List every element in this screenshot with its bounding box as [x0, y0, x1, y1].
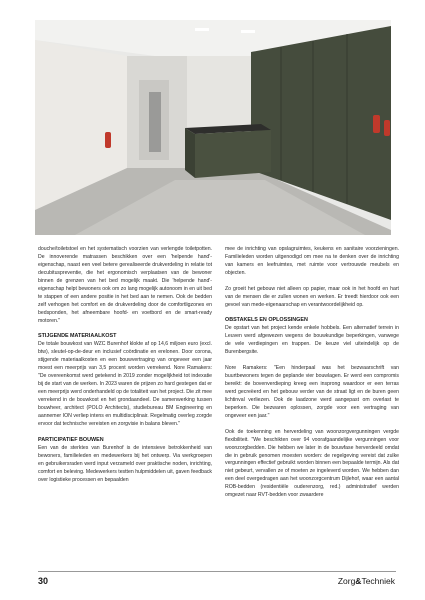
footer-divider — [38, 571, 396, 572]
section-heading: OBSTAKELS EN OPLOSSINGEN — [225, 317, 308, 324]
paragraph: De totale bouwkost van WZC Burenhof klokte af op 14,6 miljoen euro (excl. btw), sleutel-op-de-deur en inclusief coördinatie en erelonen. Door corona, stijgende materiaalkosten en een bouwvertraging van ongeveer een jaar moest een meerprijs van 3,5 procent worden verrekend. Nore Ramakers: "De overeenkomst werd getekend in 2019 zonder mogelijkheid tot indexatie bij de start van de werken. In 2023 waren de prijzen zo hard gestegen dat er een meerprijs werd onderhandeld op de totaliteit van het project. Die zit mee verrekend in de bouwkost en het grondaandeel. De samenwerking tussen bouwheer, architect (POLO Architects), studiebureau BM Engineering en aannemer ION verliep intens en multidisciplinair. Regelmatig overleg zorgde ervoor dat technische vereisten en zorgvisie in balans bleven." — [38, 341, 212, 427]
paragraph: Zo groeit het gebouw niet alleen op papier, maar ook in het hoofd en hart van de mensen die er zullen wonen en werken. Er treedt hierdoor ook een gevoel van mede-eigenaarschap en verantwoordelijkheid op. — [225, 285, 399, 308]
paragraph: Nore Ramakers: "Een hinderpaal was het bezwaarschrift van buurtbewoners tegen de geplande vier bouwlagen. Er werd een compromis bereikt: de bovenverdieping kreeg een insprong waardoor er een terras werd gecreëerd en het gebouw verder van de straat ligt en de buren geen lichtinval verliezen. Ook de laadzone werd aangepast om overlast te beperken. Die bezwaren oplossen, zorgde voor een vertraging van ongeveer een jaar." — [225, 365, 399, 419]
section-heading: PARTICIPATIEF BOUWEN — [38, 436, 104, 443]
brand-part: Zorg — [337, 576, 356, 586]
magazine-brand — [338, 576, 395, 586]
brand-ampersand: & — [355, 576, 362, 586]
brand-part: Techniek — [361, 576, 395, 586]
page-number: 30 — [38, 576, 49, 586]
kitchen-photo — [35, 20, 391, 235]
paragraph: De opstart van het project kende enkele hobbels. Een alternatief terrein in Leuven werd afgewezen wegens de bouwkundige beperkingen, vanwege de vele verdiepingen en trappen. De keuze viel uiteindelijk op de Burenbergsite. — [225, 325, 399, 356]
paragraph: Een van de sterktes van Burenhof is de intensieve betrokkenheid van bewoners, familieleden en medewerkers bij het ontwerp. Via werkgroepen en gebruikersraden werd input verzameld over praktische noden, inrichting, comfort en beleving. Medewerkers testten hulpmiddelen uit, gaven feedback over logistieke processen en bepaalden — [38, 444, 212, 483]
section-heading: STIJGENDE MATERIAALKOST — [38, 333, 117, 340]
right-column — [225, 246, 399, 500]
paragraph: mee de inrichting van opslagruimtes, keukens en sanitaire voorzieningen. Familieleden worden uitgenodigd om mee na te denken over de inrichting van kamers en leefruimtes, met ruimte voor vertrouwde meubels en objecten. — [225, 246, 399, 276]
paragraph: Ook de toekenning en herverdeling van woonzorgvergunningen vergde flexibiliteit. "We beschikten over 94 voorafgaandelijke vergunningen voor woonzorgbedden. Die hebben we later in de bouwfase herverdeeld omdat die in gebruik genomen moesten worden: de regelgeving vereist dat zulke vergunningen effectief gebruikt worden binnen een bepaalde termijn. Als dat niet gebeurt, vervallen ze of moeten ze ingeleverd worden. We hebben dan een deel overgedragen aan het woonzorgcentrum Dijlehof, waar een aantal ROB-bedden (residentiële ouderenzorg, red.) administratief werden omgezet naar RVT-bedden voor zwaardere — [225, 428, 399, 499]
paragraph: douche/toiletstoel en het systematisch voorzien van verlengde toiletpotten. De innoverende matrassen beschikken over een 'helpende hand'-eigenschap, naast een veel betere gerealiseerde drukverdeling in relatie tot decubituspreventie, die het ergonomisch verplaatsen van de bewoner binnen de grenzen van het bed mogelijk maakt. Die 'helpende hand'-eigenschap helpt bewoners ook om zo lang mogelijk autonoom in en uit bed te stappen of een andere positie in het bed aan te nemen. Ook de bedden zelf verhogen het comfort en de drukverdeling door de comfortligzones en bedsponden, het afneembare hoofd- en voetbord en de smart-ready motoren." — [38, 246, 212, 324]
left-column — [38, 246, 212, 484]
